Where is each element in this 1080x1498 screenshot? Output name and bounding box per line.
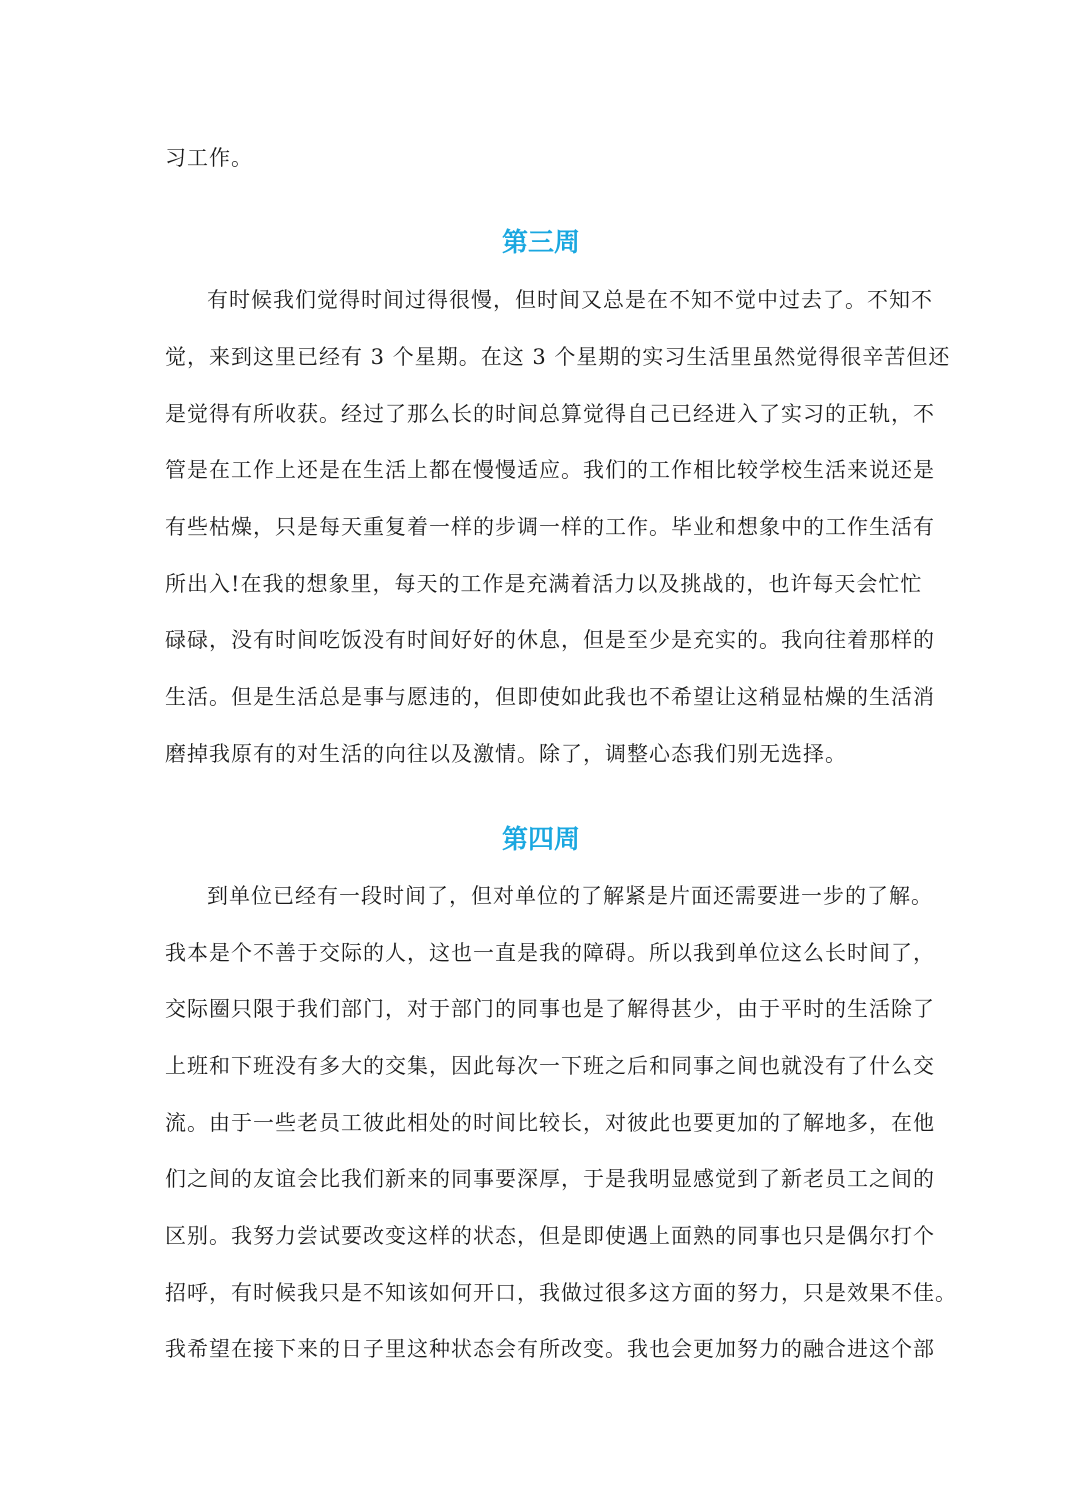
paragraph-line: 上班和下班没有多大的交集，因此每次一下班之后和同事之间也就没有了什么交	[165, 1054, 935, 1078]
paragraph-line: 是觉得有所收获。经过了那么长的时间总算觉得自己已经进入了实习的正轨，不	[165, 402, 935, 426]
paragraph-line: 生活。但是生活总是事与愿违的，但即使如此我也不希望让这稍显枯燥的生活消	[165, 685, 935, 709]
paragraph-line: 我希望在接下来的日子里这种状态会有所改变。我也会更加努力的融合进这个部	[165, 1337, 935, 1361]
paragraph-line: 招呼，有时候我只是不知该如何开口，我做过很多这方面的努力，只是效果不佳。	[165, 1281, 957, 1305]
paragraph-line: 有些枯燥，只是每天重复着一样的步调一样的工作。毕业和想象中的工作生活有	[165, 515, 935, 539]
paragraph-line: 所出入!在我的想象里，每天的工作是充满着活力以及挑战的，也许每天会忙忙	[165, 572, 923, 596]
paragraph-line: 习工作。	[165, 146, 253, 170]
paragraph-line: 有时候我们觉得时间过得很慢，但时间又总是在不知不觉中过去了。不知不	[207, 288, 933, 312]
section-heading-week-3: 第三周	[501, 228, 580, 258]
paragraph-line: 磨掉我原有的对生活的向往以及激情。除了，调整心态我们别无选择。	[165, 742, 847, 766]
section-heading-week-4: 第四周	[501, 825, 580, 855]
paragraph-line: 区别。我努力尝试要改变这样的状态，但是即使遇上面熟的同事也只是偶尔打个	[165, 1224, 935, 1248]
paragraph-line: 交际圈只限于我们部门，对于部门的同事也是了解得甚少，由于平时的生活除了	[165, 997, 935, 1021]
paragraph-line: 流。由于一些老员工彼此相处的时间比较长，对彼此也要更加的了解地多，在他	[165, 1111, 935, 1135]
paragraph-line: 到单位已经有一段时间了，但对单位的了解紧是片面还需要进一步的了解。	[207, 884, 933, 908]
paragraph-line: 我本是个不善于交际的人，这也一直是我的障碍。所以我到单位这么长时间了，	[165, 941, 935, 965]
paragraph-line: 碌碌，没有时间吃饭没有时间好好的休息，但是至少是充实的。我向往着那样的	[165, 628, 935, 652]
paragraph-line: 们之间的友谊会比我们新来的同事要深厚，于是我明显感觉到了新老员工之间的	[165, 1167, 935, 1191]
paragraph-line: 管是在工作上还是在生活上都在慢慢适应。我们的工作相比较学校生活来说还是	[165, 458, 935, 482]
paragraph-line: 觉，来到这里已经有 3 个星期。在这 3 个星期的实习生活里虽然觉得很辛苦但还	[165, 345, 951, 369]
